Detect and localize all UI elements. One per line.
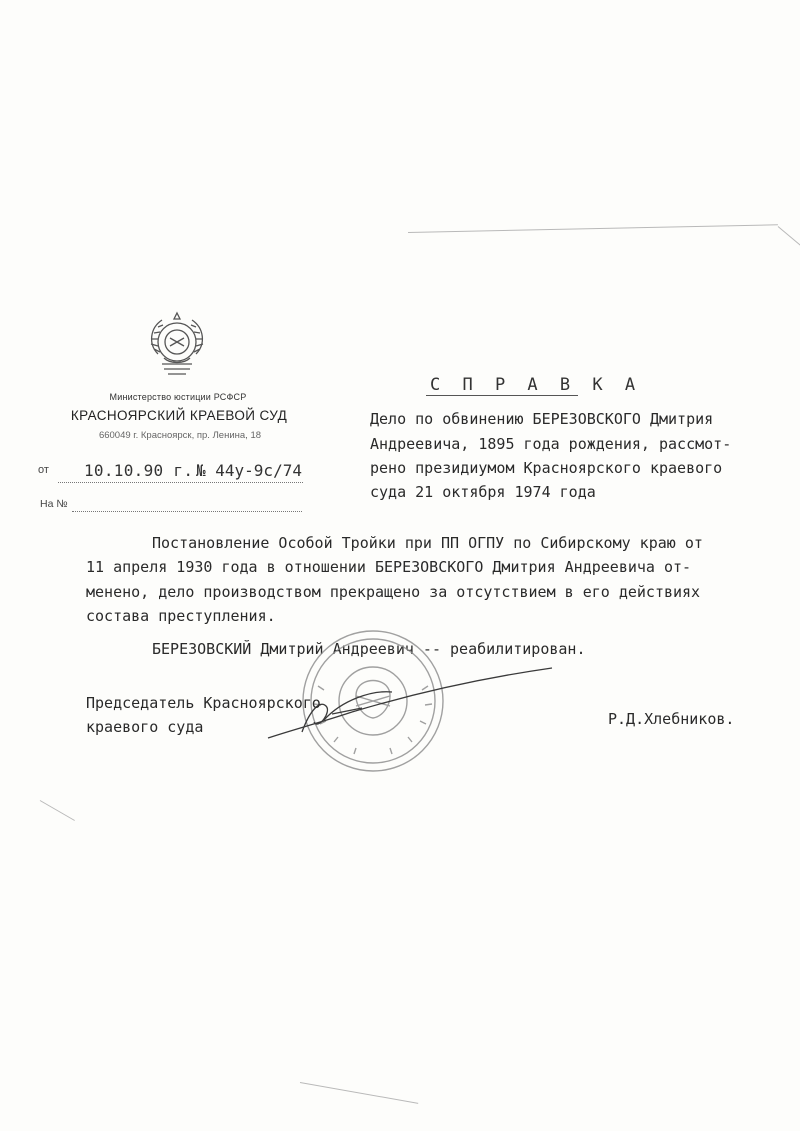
reference-label: На № [40, 498, 68, 510]
rsfsr-coat-of-arms-icon [140, 308, 214, 380]
letterhead-ministry: Министерство юстиции РСФСР [109, 392, 247, 402]
paper-edge-line [300, 1082, 418, 1104]
letterhead-address: 660049 г. Красноярск, пр. Ленина, 18 [98, 430, 262, 441]
signer-title-line: краевого суда [86, 718, 204, 736]
header-line: Дело по обвинению БЕРЕЗОВСКОГО Дмитрия [370, 410, 714, 428]
reference-line [72, 511, 302, 512]
letterhead-court-name: КРАСНОЯРСКИЙ КРАЕВОЙ СУД [70, 408, 288, 423]
title-underline [426, 395, 578, 396]
signer-title-line: Председатель Красноярского [86, 694, 321, 712]
registration-number: № 44у-9с/74 [196, 461, 302, 480]
paper-edge-line [40, 800, 75, 821]
signer-name: Р.Д.Хлебников. [608, 710, 735, 728]
paper-edge-line [408, 224, 778, 233]
body-line: состава преступления. [86, 607, 276, 625]
document-title: С П Р А В К А [430, 375, 642, 395]
rehabilitation-line: БЕРЕЗОВСКИЙ Дмитрий Андреевич -- реабилитирован. [152, 640, 586, 658]
paper-edge-line [778, 226, 800, 246]
date-value: 10.10.90 г. [84, 461, 194, 480]
body-line: 11 апреля 1930 года в отношении БЕРЕЗОВСКОГО Дмитрия Андреевича от- [86, 558, 692, 576]
header-line: Андреевича, 1895 года рождения, рассмот- [370, 435, 732, 453]
date-line [58, 482, 303, 483]
body-line: Постановление Особой Тройки при ПП ОГПУ по Сибирскому краю от [152, 534, 703, 552]
date-label: от [38, 464, 49, 476]
header-line: суда 21 октября 1974 года [370, 483, 596, 501]
header-line: рено президиумом Красноярского краевого [370, 459, 723, 477]
body-line: менено, дело производством прекращено за отсутствием в его действиях [86, 583, 701, 601]
